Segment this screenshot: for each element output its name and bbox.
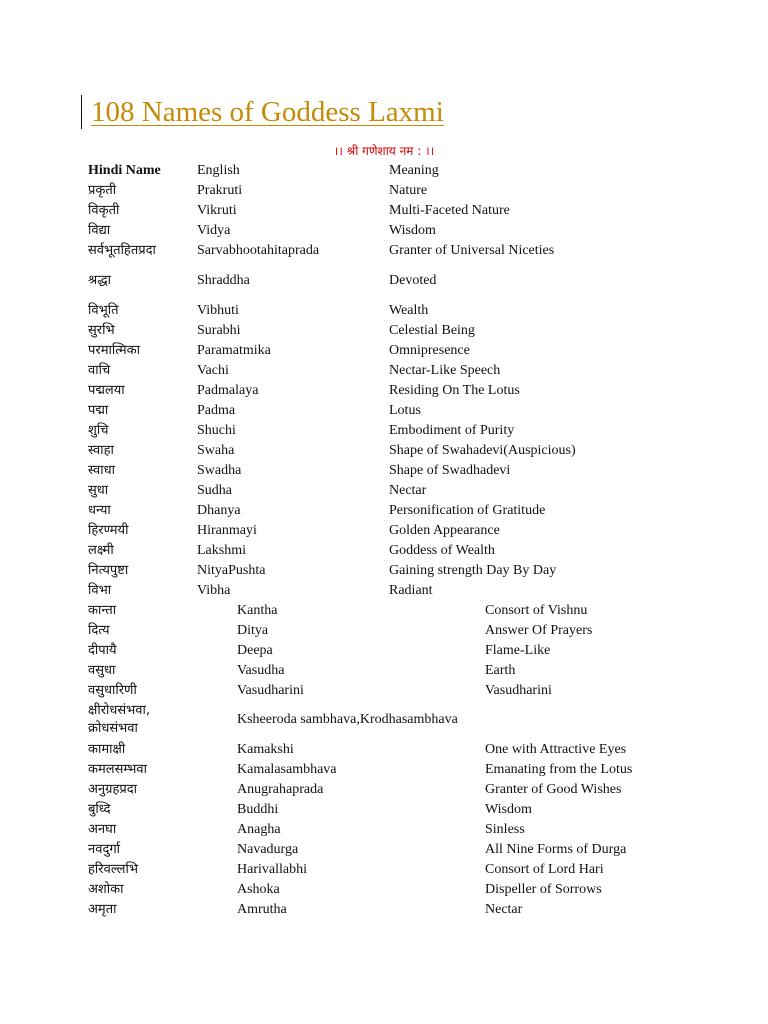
meaning: Nectar [485,902,523,917]
hindi-name: सुधा [88,483,109,498]
hindi-name: दित्य [88,623,110,638]
hindi-name: हिरण्मयी [88,523,129,538]
table-row [0,221,768,241]
hindi-name: कान्ता [88,603,117,618]
table-row [0,561,768,581]
table-row [0,760,768,780]
header-meaning: Meaning [389,163,439,178]
hindi-name: श्रद्धा [88,273,111,288]
meaning: Nectar-Like Speech [389,363,501,378]
hindi-name: दीपायै [88,643,117,658]
page-title: 108 Names of Goddess Laxmi [91,96,444,128]
hindi-name: विद्या [88,223,111,238]
hindi-name: वाचि [88,363,111,378]
meaning: Answer Of Prayers [485,623,593,638]
english-name: Dhanya [197,503,241,518]
hindi-name: लक्ष्मी [88,543,114,558]
hindi-name: विभा [88,583,112,598]
meaning: Celestial Being [389,323,475,338]
english-name: Vidya [197,223,231,238]
hindi-name: प्रकृती [88,183,117,198]
meaning: All Nine Forms of Durga [485,842,627,857]
english-name: Kamakshi [237,742,294,757]
english-name: Swadha [197,463,242,478]
english-name: Deepa [237,643,273,658]
hindi-name: नवदुर्गा [88,842,121,857]
english-name: Vikruti [197,203,237,218]
english-name: Hiranmayi [197,523,257,538]
meaning: Emanating from the Lotus [485,762,633,777]
english-name: Anagha [237,822,281,837]
hindi-name: विकृती [88,203,120,218]
meaning: Nature [389,183,428,198]
hindi-name: कमलसम्भवा [88,762,147,777]
table-row [0,601,768,621]
english-name: Vasudha [237,663,285,678]
hindi-name: स्वाहा [88,443,114,458]
hindi-name: हरिवल्लभि [88,862,138,877]
hindi-name: धन्या [88,503,111,518]
table-row [0,501,768,521]
invocation-line: ।। श्री गणेशाय नम : ।। [333,144,435,158]
english-name: Kantha [237,603,278,618]
table-row [0,181,768,201]
english-name: Kamalasambhava [237,762,337,777]
header-english: English [197,163,240,178]
meaning: Multi-Faceted Nature [389,203,510,218]
table-row [0,900,768,920]
table-row [0,681,768,701]
english-name: Amrutha [237,902,287,917]
table-row [0,421,768,441]
table-row [0,301,768,321]
hindi-name: वसुधारिणी [88,683,137,698]
meaning: Radiant [389,583,433,598]
table-row [0,271,768,291]
english-name: Surabhi [197,323,241,338]
table-row [0,541,768,561]
hindi-name: सुरभि [88,323,115,338]
english-name: Buddhi [237,802,279,817]
table-header [0,161,768,181]
english-name: Shraddha [197,273,250,288]
meaning: Residing On The Lotus [389,383,520,398]
table-row [0,860,768,880]
meaning: One with Attractive Eyes [485,742,627,757]
table-row [0,661,768,681]
meaning: Granter of Good Wishes [485,782,622,797]
hindi-name: परमात्मिका [88,343,140,358]
table-row [0,361,768,381]
english-name: Shuchi [197,423,236,438]
table-row [0,840,768,860]
table-row [0,820,768,840]
meaning: Vasudharini [485,683,552,698]
table-row [0,521,768,541]
hindi-name: वसुधा [88,663,116,678]
meaning: Gaining strength Day By Day [389,563,557,578]
english-name: Navadurga [237,842,299,857]
hindi-name: बुध्दि [88,802,111,817]
meaning: Consort of Lord Hari [485,862,604,877]
english-name: Harivallabhi [237,862,307,877]
english-name: Ksheeroda sambhava,Krodhasambhava [237,712,458,727]
english-name: Anugrahaprada [237,782,324,797]
hindi-name: नित्यपुष्टा [88,563,129,578]
english-name: Lakshmi [197,543,246,558]
hindi-name: सर्वभूतहितप्रदा [88,243,156,258]
english-name: Padma [197,403,236,418]
meaning: Shape of Swahadevi(Auspicious) [389,443,576,458]
hindi-name: शुचि [88,423,109,438]
table-row [0,780,768,800]
english-name: Sarvabhootahitaprada [197,243,320,258]
table-row [0,461,768,481]
meaning: Personification of Gratitude [389,503,546,518]
meaning: Granter of Universal Niceties [389,243,555,258]
meaning: Omnipresence [389,343,470,358]
hindi-name: विभूति [88,303,119,318]
english-name: NityaPushta [197,563,266,578]
table-row [0,201,768,221]
meaning: Earth [485,663,516,678]
hindi-name: अनुग्रहप्रदा [88,782,138,797]
table-row [0,341,768,361]
table-row [0,800,768,820]
hindi-name: अनघा [88,822,117,837]
english-name: Vachi [197,363,229,378]
meaning: Embodiment of Purity [389,423,515,438]
table-row [0,880,768,900]
meaning: Wisdom [389,223,436,238]
english-name: Paramatmika [197,343,271,358]
english-name: Vasudharini [237,683,304,698]
english-name: Vibhuti [197,303,239,318]
table-row [0,381,768,401]
table-row [0,703,768,736]
table-row [0,481,768,501]
english-name: Sudha [197,483,232,498]
text-cursor [81,95,82,129]
meaning: Lotus [389,403,421,418]
table-row [0,740,768,760]
english-name: Ditya [237,623,269,638]
hindi-name: अशोका [88,882,124,897]
table-row [0,641,768,661]
meaning: Shape of Swadhadevi [389,463,511,478]
meaning: Golden Appearance [389,523,500,538]
hindi-name: अमृता [88,902,117,917]
table-row [0,621,768,641]
hindi-name: कामाक्षी [88,742,126,757]
hindi-name: पद्मलया [88,383,125,398]
table-row [0,581,768,601]
table-row [0,321,768,341]
meaning: Wealth [389,303,429,318]
meaning: Devoted [389,273,437,288]
table-row [0,241,768,261]
table-row [0,401,768,421]
english-name: Prakruti [197,183,243,198]
english-name: Padmalaya [197,383,259,398]
hindi-name: क्षीरोधसंभवा, क्रोधसंभवा [88,703,151,736]
meaning: Consort of Vishnu [485,603,588,618]
hindi-name: स्वाधा [88,463,116,478]
meaning: Wisdom [485,802,532,817]
english-name: Vibha [197,583,231,598]
header-hindi: Hindi Name [88,163,161,178]
meaning: Flame-Like [485,643,551,658]
meaning: Sinless [485,822,525,837]
table-row [0,441,768,461]
meaning: Nectar [389,483,427,498]
meaning: Dispeller of Sorrows [485,882,602,897]
hindi-name: पद्मा [88,403,109,418]
english-name: Ashoka [237,882,280,897]
meaning: Goddess of Wealth [389,543,495,558]
english-name: Swaha [197,443,235,458]
